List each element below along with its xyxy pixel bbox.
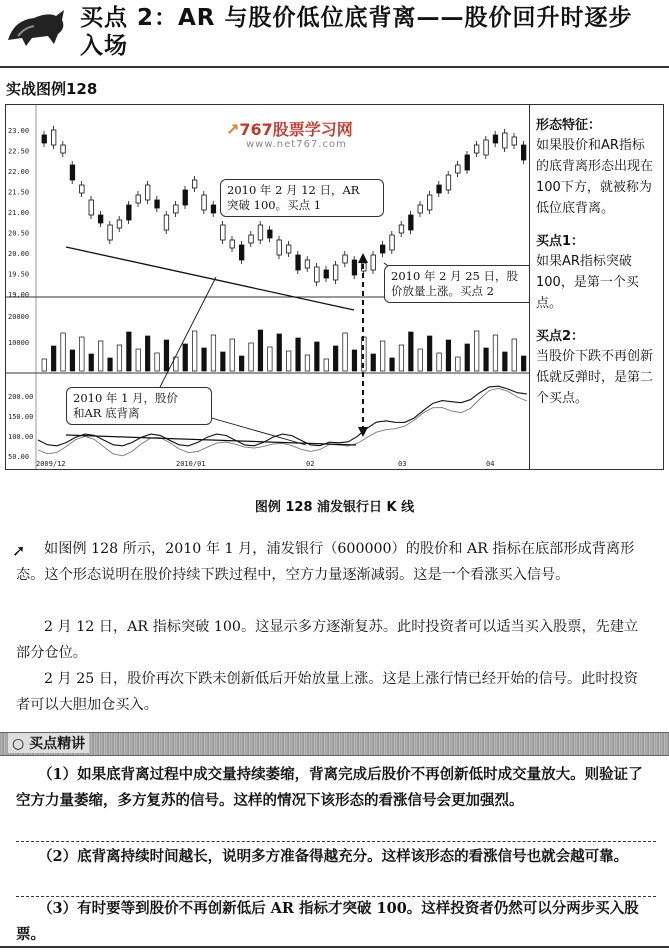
candle-body	[484, 140, 489, 155]
candle-body	[183, 190, 188, 205]
candle-body	[164, 215, 169, 230]
candle-body	[380, 245, 385, 253]
date-tick-label: 2009/12	[36, 460, 66, 468]
circle-bullet-icon: ○	[12, 736, 25, 752]
candle-body	[268, 230, 273, 238]
candle-body	[127, 205, 132, 220]
paragraph-3: 2 月 25 日，股价再次下跌未创新低后开始放量上涨。这是上涨行情已经开始的信号。此时投资者可以大胆加仓买入。	[16, 671, 638, 713]
price-tick-label: 21.00	[8, 209, 30, 217]
candle-body	[371, 255, 376, 270]
volume-bar	[268, 347, 273, 371]
candle-body	[324, 270, 329, 278]
candle-body	[352, 260, 357, 275]
volume-bar	[390, 358, 395, 371]
figure-caption: 图例 128 浦发银行日 K 线	[254, 500, 415, 515]
volume-bar	[80, 337, 85, 371]
candle-body	[211, 205, 216, 213]
bp2-heading: 买点2：	[536, 329, 585, 344]
volume-bar	[155, 353, 160, 371]
feature-heading: 形态特征：	[536, 118, 602, 133]
volume-bar	[51, 346, 56, 371]
volume-bar	[117, 345, 122, 371]
volume-bar	[277, 334, 282, 371]
volume-bar	[249, 343, 254, 371]
candle-body	[456, 165, 461, 173]
price-tick-label: 20.00	[8, 250, 30, 258]
volume-bar	[286, 351, 291, 371]
volume-bar	[409, 332, 414, 371]
bp1-text: 如果AR指标突破100，是第一个买点。	[536, 254, 639, 311]
candle-body	[117, 220, 122, 228]
candle-body	[427, 195, 432, 210]
volume-bar	[521, 356, 526, 371]
price-tick-label: 22.00	[8, 168, 30, 176]
price-tick-label: 20.50	[8, 229, 30, 238]
volume-bar	[61, 333, 66, 371]
ar-tick-label: 50.00	[8, 453, 30, 461]
paragraph-1: ➚ 如图例 128 所示，2010 年 1 月，浦发银行（600000）的股价和 AR 指标在底部形成背离形态。这个形态说明在股价持续下跌过程中，空方力量逐渐减弱。这是一个看涨买入信号。	[16, 536, 652, 588]
date-tick-label: 04	[486, 460, 495, 468]
candle-body	[493, 135, 498, 143]
candle-body	[503, 133, 508, 148]
price-tick-label: 21.50	[8, 188, 30, 197]
section-banner	[0, 732, 669, 756]
pointer-icon: ➚	[12, 541, 26, 560]
price-tick-label: 19.00	[8, 291, 30, 299]
page-title-line2: 入场	[80, 33, 128, 59]
side-notes	[529, 104, 664, 470]
date-tick-label: 02	[306, 460, 315, 468]
volume-bar	[427, 336, 432, 371]
candle-body	[258, 225, 263, 240]
volume-bar	[493, 335, 498, 371]
title-rule	[0, 66, 669, 68]
example-label: 实战图例128	[6, 80, 98, 98]
volume-bar	[343, 333, 348, 371]
candle-body	[296, 255, 301, 270]
bottom-rule	[0, 946, 669, 948]
volume-bar	[352, 350, 357, 371]
candle-body	[390, 235, 395, 250]
candle-body	[145, 185, 150, 200]
watermark-chart-icon: ↗	[226, 120, 240, 139]
point-2: （2）底背离持续时间越长，说明多方准备得越充分。这样该形态的看涨信号也就会越可靠。	[38, 848, 629, 865]
callout-buy-point-2: 2010 年 2 月 25 日，股 价放量上涨。买点 2	[384, 265, 536, 303]
candle-body	[42, 135, 47, 143]
point-3: （3）有时要等到股价不再创新低后 AR 指标才突破 100。这样投资者仍然可以分两步买入股票。	[16, 900, 639, 943]
candle-body	[51, 130, 56, 145]
volume-bar	[465, 344, 470, 371]
bp1-heading: 买点1：	[536, 234, 585, 249]
candle-body	[446, 175, 451, 190]
candle-body	[61, 145, 66, 153]
point-1: （1）如果底背离过程中成交量持续萎缩，背离完成后股价不再创新低时成交量放大。则验证了空方力量萎缩，多方复苏的信号。这样的情况下该形态的看涨信号会更加强烈。	[16, 766, 643, 809]
divider-1	[16, 841, 656, 842]
volume-bar	[446, 340, 451, 371]
candle-body	[418, 205, 423, 213]
volume-bar	[70, 350, 75, 371]
candle-body	[277, 240, 282, 255]
volume-bar	[315, 342, 320, 371]
volume-bar	[211, 335, 216, 371]
volume-bar	[42, 359, 47, 371]
candle-body	[249, 235, 254, 243]
date-tick-label: 03	[398, 460, 407, 468]
section-banner-title: ○ 买点精讲	[8, 733, 89, 753]
watermark-url: www.net767.com	[246, 139, 347, 150]
volume-tick-label: 20000	[8, 313, 30, 321]
watermark-logo: ↗767股票学习网	[226, 120, 353, 139]
volume-bar	[503, 352, 508, 371]
volume-bar	[192, 331, 197, 371]
candle-body	[343, 255, 348, 263]
page-title-line1: 买点 2：AR 与股价低位底背离——股价回升时逐步	[80, 5, 633, 31]
candle-body	[286, 245, 291, 253]
price-tick-label: 22.50	[8, 147, 30, 156]
paragraph-2: 2 月 12 日，AR 指标突破 100。这显示多方逐渐复苏。此时投资者可以适当买入股票，先建立部分仓位。	[16, 619, 639, 661]
date-tick-label: 2010/01	[176, 460, 206, 468]
candle-body	[333, 265, 338, 280]
price-trendline	[66, 247, 354, 310]
volume-bar	[456, 357, 461, 371]
candle-body	[399, 225, 404, 233]
candle-body	[202, 195, 207, 210]
volume-bar	[89, 354, 94, 371]
candle-body	[512, 137, 517, 145]
volume-bar	[305, 355, 310, 371]
volume-bar	[230, 339, 235, 371]
candle-body	[409, 215, 414, 230]
volume-bar	[239, 356, 244, 371]
candle-body	[474, 145, 479, 153]
candle-body	[89, 200, 94, 215]
volume-bar	[221, 352, 226, 371]
callout-divergence: 2010 年 1 月，股价 和AR 底背离	[66, 387, 212, 425]
candle-body	[98, 215, 103, 223]
candle-body	[70, 165, 75, 180]
volume-bar	[108, 358, 113, 371]
candle-body	[315, 267, 320, 282]
volume-bar	[437, 353, 442, 371]
candle-body	[521, 145, 526, 160]
bp2-text: 当股价下跌不再创新低就反弹时，是第二个买点。	[536, 349, 654, 406]
volume-bar	[258, 330, 263, 371]
volume-bar	[183, 344, 188, 371]
volume-bar	[474, 331, 479, 371]
volume-tick-label: 10000	[8, 339, 30, 347]
ar-tick-label: 100.00	[8, 433, 34, 441]
candle-body	[230, 240, 235, 248]
candle-body	[155, 200, 160, 208]
candle-body	[192, 180, 197, 188]
candle-body	[465, 155, 470, 170]
candle-body	[108, 225, 113, 240]
volume-bar	[136, 349, 141, 371]
volume-bar	[324, 359, 329, 371]
candle-body	[221, 225, 226, 240]
volume-bar	[202, 348, 207, 371]
volume-bar	[296, 338, 301, 371]
volume-bar	[98, 341, 103, 371]
volume-bar	[418, 349, 423, 371]
volume-bar	[380, 341, 385, 371]
price-tick-label: 19.50	[8, 270, 30, 279]
candle-body	[80, 185, 85, 193]
volume-bar	[145, 336, 150, 371]
callout-buy-point-1: 2010 年 2 月 12 日，AR 突破 100。买点 1	[220, 179, 384, 217]
candle-body	[174, 205, 179, 213]
volume-bar	[371, 354, 376, 371]
volume-bar	[333, 346, 338, 371]
price-tick-label: 23.00	[8, 127, 30, 135]
ar-tick-label: 200.00	[8, 393, 34, 401]
volume-bar	[127, 332, 132, 371]
bull-logo-icon	[4, 6, 70, 50]
candle-body	[239, 245, 244, 260]
volume-bar	[164, 340, 169, 371]
kline-chart	[5, 104, 531, 470]
volume-bar	[512, 339, 517, 371]
volume-bar	[399, 345, 404, 371]
volume-bar	[484, 348, 489, 371]
candle-body	[305, 260, 310, 268]
ar-tick-label: 150.00	[8, 413, 34, 421]
candle-body	[437, 185, 442, 193]
feature-text: 如果股价和AR指标的底背离形态出现在100下方，就被称为低位底背离。	[536, 138, 654, 216]
candle-body	[136, 195, 141, 203]
